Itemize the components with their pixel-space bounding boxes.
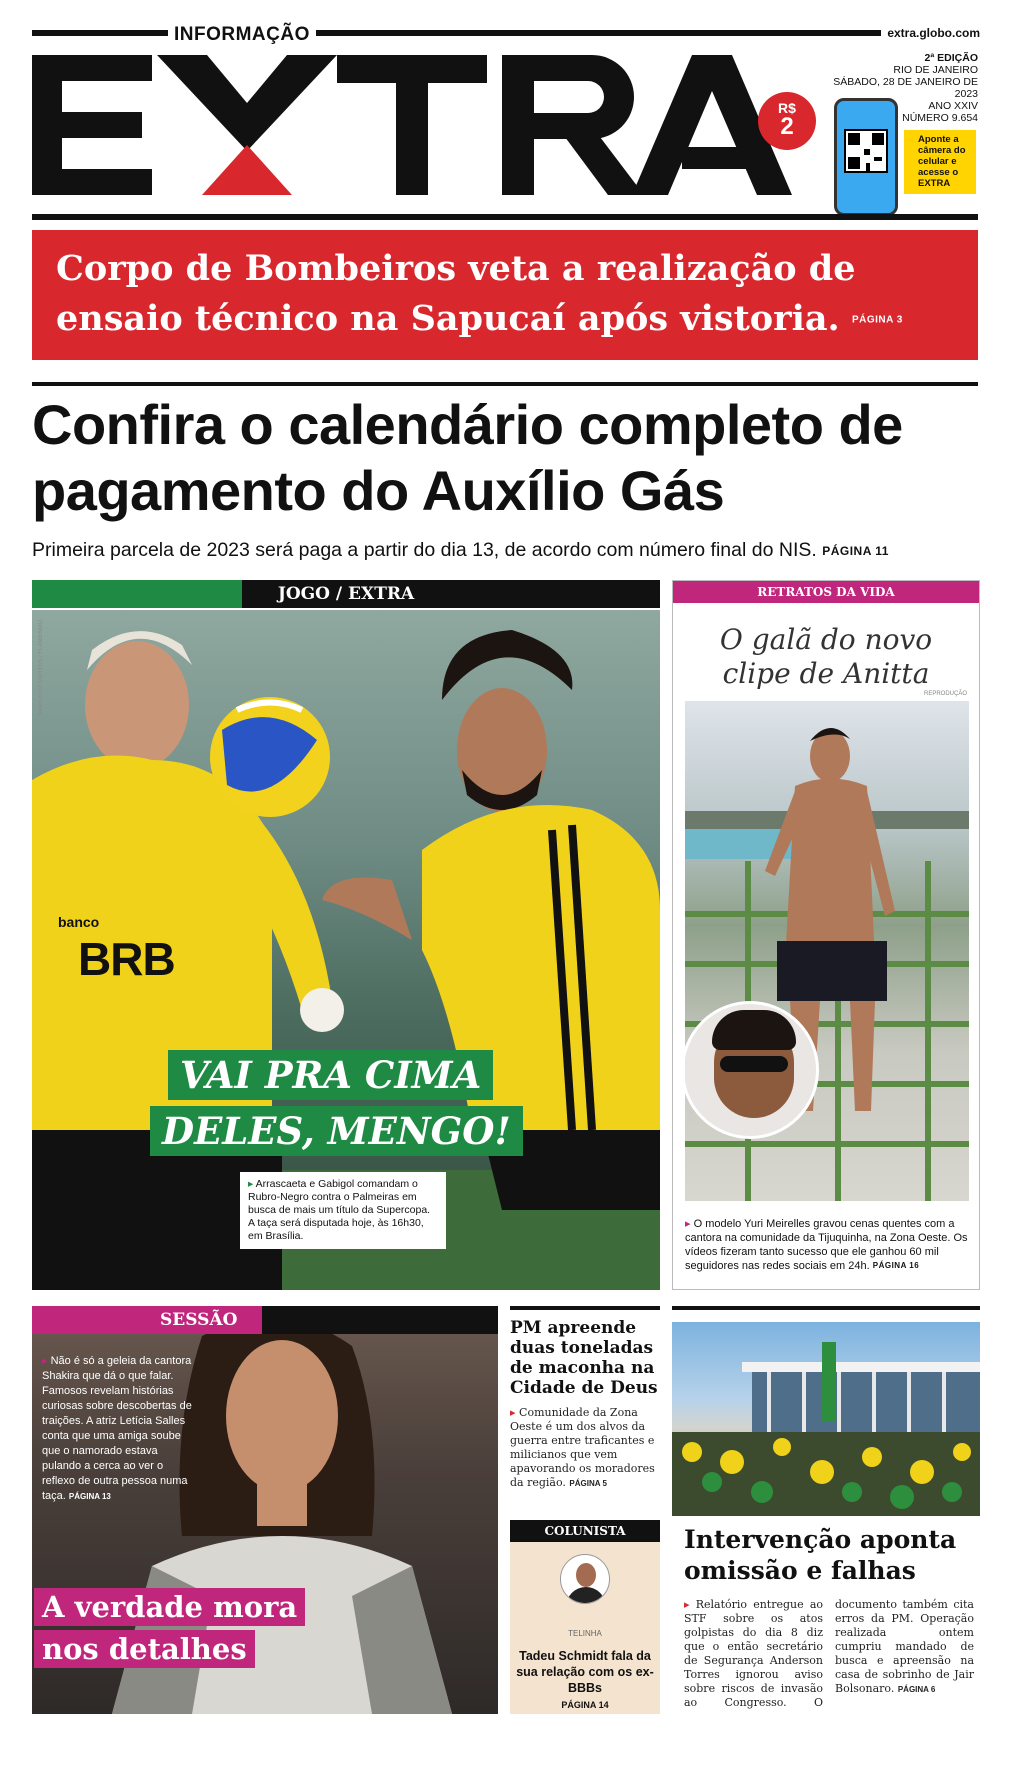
sessao-text-block xyxy=(42,1354,192,1504)
jogo-caption-box xyxy=(240,1172,446,1249)
banner-headline: Corpo de Bombeiros veta a realização de ensaio técnico na Sapucaí após vistoria. xyxy=(56,248,856,339)
price-badge xyxy=(758,92,816,150)
banner-page: PÁGINA 3 xyxy=(851,314,903,326)
retratos-page: PÁGINA 16 xyxy=(872,1261,920,1271)
arrow-icon: ▸ xyxy=(685,1218,691,1230)
colunista-box[interactable] xyxy=(510,1520,660,1714)
jogo-caption: Arrascaeta e Gabigol comandam o Rubro-Negro contra o Palmeiras em busca de mais um título da Supercopa. A taça será disputada hoje, às 16h30, em Brasília. xyxy=(248,1178,431,1242)
jersey-sponsor: BRB xyxy=(78,933,175,985)
masthead-bottom-rule xyxy=(32,214,978,220)
jogo-label-right: EXTRA xyxy=(348,584,415,604)
intervencao-page: PÁGINA 6 xyxy=(897,1685,936,1694)
colunista-text-block xyxy=(510,1626,660,1696)
jersey-bank: banco xyxy=(58,914,100,930)
section-label: INFORMAÇÃO xyxy=(168,24,316,46)
price-currency: R$ xyxy=(778,100,796,116)
lead-subhead-block xyxy=(32,538,982,563)
jogo-label-left: JOGO xyxy=(277,584,330,604)
colunista-page: PÁGINA 14 xyxy=(561,1700,609,1710)
arrow-icon: ▸ xyxy=(684,1598,690,1611)
qr-code-icon[interactable] xyxy=(844,129,888,173)
photo-credit: MARCELO CORTES / FLAMENGO xyxy=(38,620,44,715)
retratos-caption-block xyxy=(685,1217,971,1273)
model-photo xyxy=(685,701,969,1201)
protest-illustration xyxy=(672,1322,980,1516)
jogo-extra-bar xyxy=(32,580,660,608)
price-value: 2 xyxy=(780,113,794,140)
lead-rule xyxy=(32,382,978,386)
pm-body-block xyxy=(510,1406,660,1491)
intervencao-rule xyxy=(672,1306,980,1310)
intervencao-headline: Intervenção aponta omissão e falhas xyxy=(684,1525,957,1585)
jogo-title-line1: VAI PRA CIMA xyxy=(168,1050,493,1100)
pm-rule xyxy=(510,1306,660,1310)
sunglasses-icon xyxy=(720,1056,788,1072)
jogo-label: JOGO / EXTRA xyxy=(277,584,415,604)
retratos-panel[interactable] xyxy=(672,580,980,1290)
intervencao-body: Relatório entregue ao STF sobre os atos golpistas do dia 8 diz que o então secretário de Segurança Anderson Torres ignorou aviso sobre riscos de invasão ao Congresso. O documento também cita erros da PM. Operação realizada ontem cumpriu mandado de busca e apreensão na casa de sobrinho de Jair Bolsonaro. xyxy=(684,1598,974,1709)
banner-text-block xyxy=(56,244,956,346)
colunista-label: COLUNISTA xyxy=(510,1520,660,1542)
colunista-credit: TELINHA xyxy=(568,1629,602,1638)
phone-icon xyxy=(834,98,898,216)
sessao-title-line1: A verdade mora xyxy=(34,1588,305,1626)
sessao-title-line2: nos detalhes xyxy=(34,1630,255,1668)
retratos-title-line1: O galã do novo xyxy=(719,623,933,656)
site-url[interactable]: extra.globo.com xyxy=(881,26,980,40)
city: RIO DE JANEIRO xyxy=(893,64,978,76)
pm-page: PÁGINA 5 xyxy=(569,1479,607,1488)
retratos-title-line2: clipe de Anitta xyxy=(722,657,930,690)
pm-story[interactable] xyxy=(510,1318,660,1491)
top-banner[interactable] xyxy=(32,230,978,360)
lead-page: PÁGINA 11 xyxy=(822,543,889,558)
intervencao-body-block xyxy=(684,1598,974,1710)
qr-note: Aponte a câmera do celular e acesse o EXTRA xyxy=(904,130,976,194)
extra-logo xyxy=(32,55,792,195)
protest-photo xyxy=(672,1322,980,1516)
lead-subhead: Primeira parcela de 2023 será paga a partir do dia 13, de acordo com número final do NIS. xyxy=(32,539,817,561)
sessao-page: PÁGINA 13 xyxy=(68,1492,111,1501)
arrow-icon: ▸ xyxy=(248,1178,254,1190)
date: SÁBADO, 28 DE JANEIRO DE 2023 xyxy=(833,76,978,100)
year: ANO XXIV xyxy=(928,100,978,112)
arrow-icon: ▸ xyxy=(42,1355,48,1367)
retratos-caption: O modelo Yuri Meirelles gravou cenas quentes com a cantora na comunidade da Tijuquinha, na Zona Oeste. Os vídeos fizeram tanto sucesso que ele ganhou 60 mil seguidores nas redes sociais em 24h. xyxy=(685,1218,968,1272)
sessao-text: Não é só a geleia da cantora Shakira que dá o que falar. Famosos revelam histórias curiosas sobre descobertas de traições. A atriz Letícia Salles conta que uma amiga soube que o namorado estava pulando a cerca ao ver o reflexo de outra pessoa numa taça. xyxy=(42,1355,192,1502)
colunista-text: Tadeu Schmidt fala da sua relação com os ex-BBBs xyxy=(516,1649,654,1695)
anitta-inset xyxy=(685,1001,819,1139)
jogo-title-line2: DELES, MENGO! xyxy=(150,1106,523,1156)
retratos-label: RETRATOS DA VIDA xyxy=(673,581,979,603)
sessao-bar xyxy=(32,1306,498,1334)
edition: 2ª EDIÇÃO xyxy=(924,52,978,64)
intervencao-story[interactable] xyxy=(672,1306,980,1714)
sessao-label: SESSÃO xyxy=(160,1310,238,1330)
lead-headline[interactable]: Confira o calendário completo de pagamento do Auxílio Gás xyxy=(32,393,903,522)
issue-number: NÚMERO 9.654 xyxy=(902,112,978,124)
retratos-photo-credit: REPRODUÇÃO xyxy=(923,691,967,697)
retratos-title-block xyxy=(673,623,979,691)
avatar xyxy=(560,1554,610,1604)
pm-body: Comunidade da Zona Oeste é um dos alvos da guerra entre traficantes e milicianos que vem apavorando os moradores da região. xyxy=(510,1406,655,1489)
pm-headline: PM apreende duas toneladas de maconha na Cidade de Deus xyxy=(510,1318,658,1398)
arrow-icon: ▸ xyxy=(510,1406,516,1419)
